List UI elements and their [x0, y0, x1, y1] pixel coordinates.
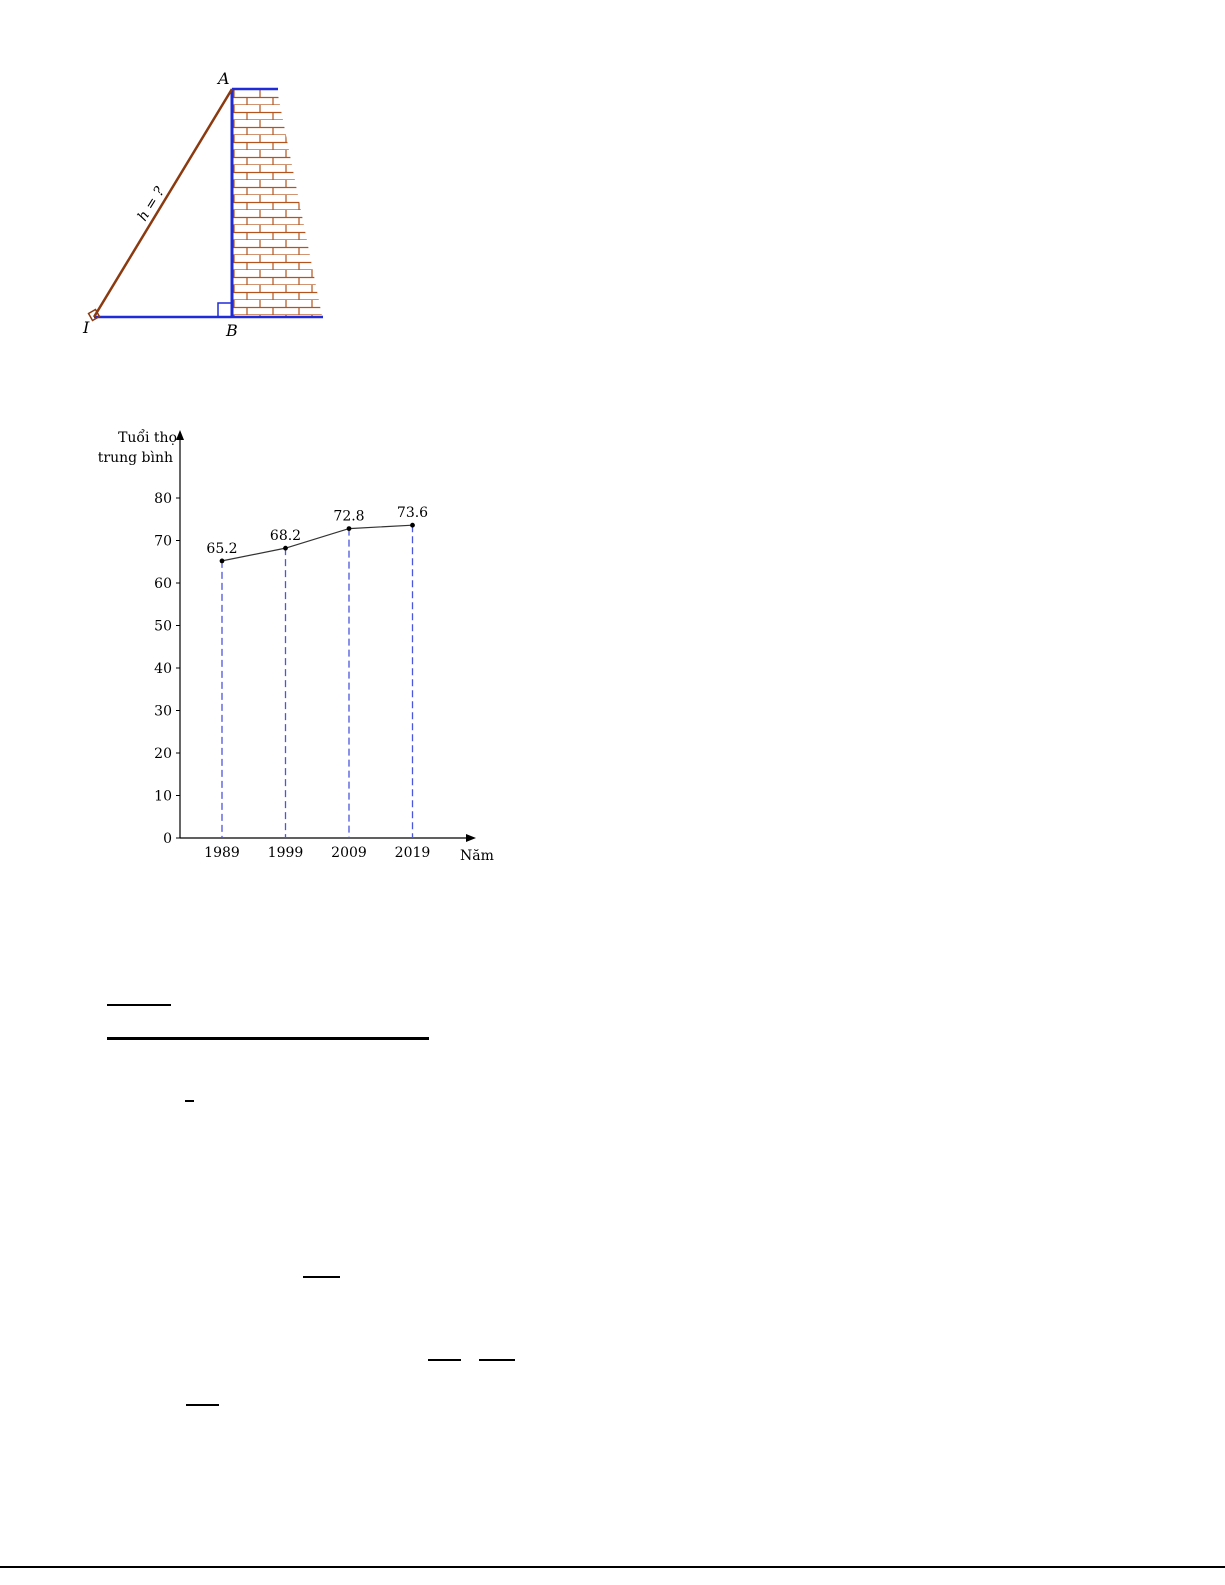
x-axis-arrow [466, 834, 476, 842]
ladder-label: h = ? [134, 184, 169, 225]
x-tick-label: 1989 [204, 845, 240, 861]
x-tick-label: 1999 [267, 845, 304, 861]
blank-line-2 [107, 1037, 429, 1040]
x-tick-label: 2009 [331, 845, 367, 861]
y-tick-label: 70 [154, 533, 172, 550]
x-axis-label: Năm [460, 848, 494, 864]
blank-line-4 [303, 1276, 340, 1278]
label-A: A [218, 69, 230, 88]
blank-line-7 [186, 1404, 219, 1406]
data-point [283, 546, 288, 551]
blank-line-5 [428, 1359, 461, 1361]
label-B: B [226, 321, 238, 340]
page-bottom-rule [0, 1566, 1225, 1568]
y-tick-label: 50 [154, 618, 172, 635]
series-line [222, 525, 413, 561]
blank-line-3 [185, 1100, 194, 1102]
y-tick-label: 20 [154, 746, 172, 762]
x-tick-label: 2019 [394, 845, 431, 861]
y-tick-label: 60 [154, 576, 172, 592]
brick-wall [232, 90, 322, 316]
wall-ladder-figure [70, 60, 430, 360]
data-point [410, 523, 415, 528]
y-axis-arrow [176, 430, 184, 440]
data-point [347, 526, 352, 531]
label-I: I [83, 318, 90, 337]
data-label: 73.6 [396, 505, 429, 522]
blank-line-1 [107, 1004, 171, 1006]
y-tick-label: 40 [154, 661, 172, 677]
y-tick-label: 30 [154, 703, 172, 720]
life-expectancy-chart [70, 420, 510, 870]
right-angle-mark-B [218, 303, 232, 317]
y-tick-label: 80 [154, 491, 172, 507]
blank-line-6 [479, 1359, 515, 1361]
ladder-line [94, 89, 232, 317]
data-label: 65.2 [206, 540, 238, 557]
data-label: 72.8 [333, 508, 365, 525]
y-tick-label: 0 [163, 831, 172, 847]
y-axis-label-line1: Tuổi thọ [118, 430, 177, 446]
data-label: 68.2 [269, 528, 302, 545]
y-tick-label: 10 [154, 788, 172, 805]
data-point [220, 559, 225, 564]
y-axis-label-line2: trung bình [97, 450, 173, 466]
